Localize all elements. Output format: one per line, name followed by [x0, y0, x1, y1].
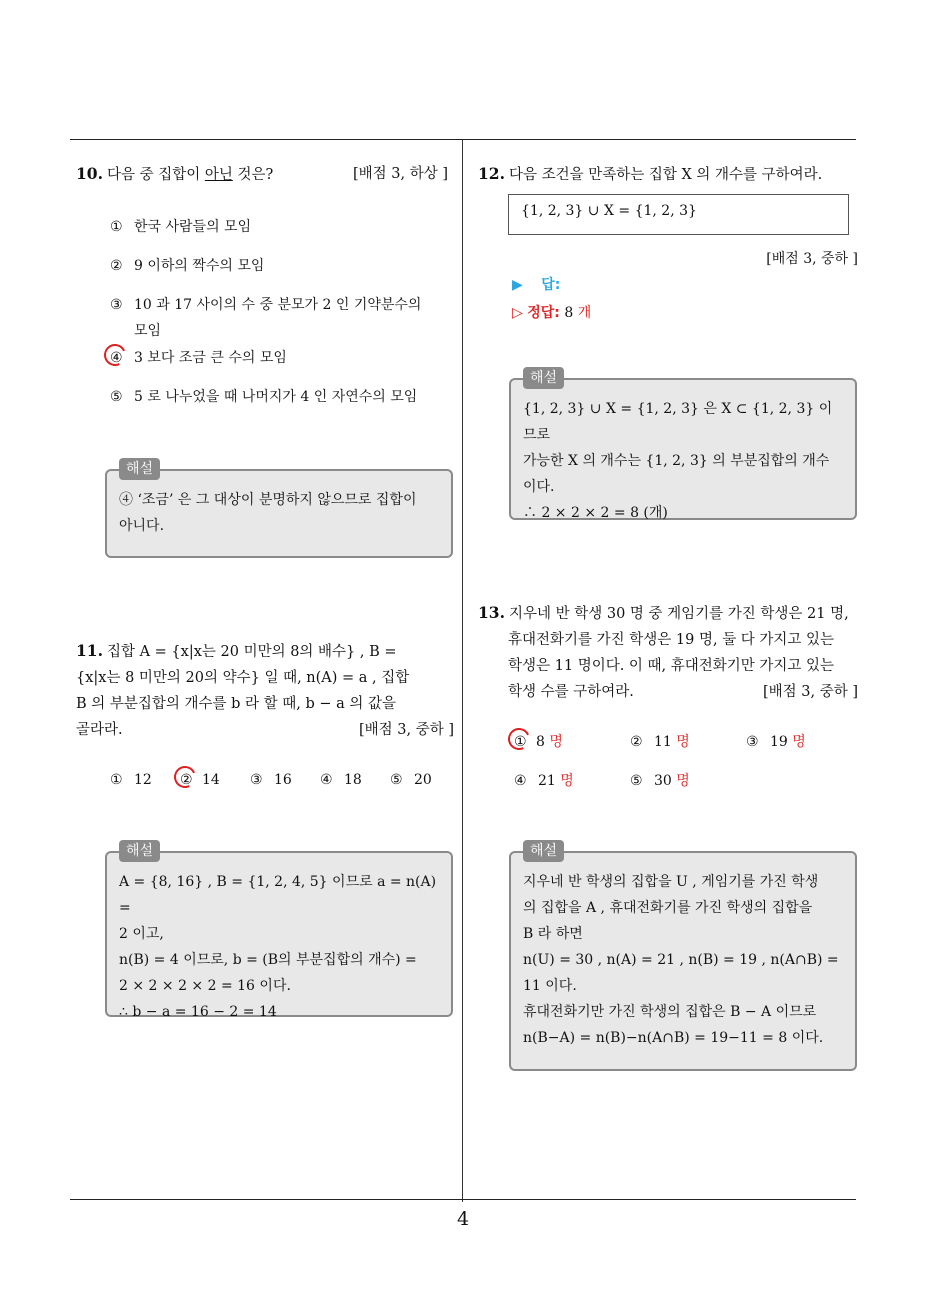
- q11-meta: [배점 3, 중하 ]: [358, 722, 454, 738]
- q10-title: 10. 다음 중 집합이 아닌 것은? [배점 3, 하상 ]: [76, 161, 448, 188]
- explanation-tag: 해설: [119, 458, 160, 480]
- q12-correct-answer: ▷ 정답: 8 개: [512, 305, 592, 321]
- q10-option-3[interactable]: ③ 10 과 17 사이의 수 중 분모가 2 인 기약분수의 모임: [110, 297, 422, 339]
- q13-option-4[interactable]: ④ 21 명: [514, 773, 574, 789]
- top-rule: [70, 139, 856, 140]
- q13-title: 13. 지우네 반 학생 30 명 중 게임기를 가진 학생은 21 명, 휴대전화기를 가진 학생은 19 명, 둘 다 가지고 있는 학생은 11 명이다. 이 때, 휴대전화기만 가지고 있는 학생 수를 구하여라. [배점 3, 중하 ]: [478, 600, 858, 705]
- q12-explanation-box: 해설 {1, 2, 3} ∪ X = {1, 2, 3} 은 X ⊂ {1, 2, 3} 이므로 가능한 X 의 개수는 {1, 2, 3} 의 부분집합의 개수 이다. ∴ 2 × 2 × 2 = 8 (개): [509, 378, 857, 520]
- explanation-tag: 해설: [523, 367, 564, 389]
- q12-meta: [배점 3, 중하 ]: [766, 251, 858, 267]
- q10-option-5[interactable]: ⑤ 5 로 나누었을 때 나머지가 4 인 자연수의 모임: [110, 389, 418, 405]
- explanation-tag: 해설: [523, 840, 564, 862]
- q10-option-1[interactable]: ① 한국 사람들의 모임: [110, 219, 252, 235]
- bottom-rule: [70, 1199, 856, 1200]
- q13-option-1[interactable]: ① 8 명: [514, 729, 563, 755]
- q11-explanation-box: 해설 A = {8, 16} , B = {1, 2, 4, 5} 이므로 a = n(A) = 2 이고, n(B) = 4 이므로, b = (B의 부분집합의 개수) = 2 × 2 × 2 × 2 = 16 이다. ∴ b − a = 16 − 2 = 14: [105, 851, 453, 1017]
- answer-mark-icon: [505, 725, 533, 753]
- q11-option-5[interactable]: ⑤ 20: [390, 772, 432, 788]
- q11-option-3[interactable]: ③ 16: [250, 772, 292, 788]
- outline-arrow-icon: ▷: [512, 305, 523, 321]
- q13-option-3[interactable]: ③ 19 명: [746, 734, 806, 750]
- explanation-tag: 해설: [119, 840, 160, 862]
- q12-answer-row: ▶ 답:: [512, 277, 561, 293]
- q13-option-5[interactable]: ⑤ 30 명: [630, 773, 690, 789]
- q12-number: 12.: [478, 164, 505, 183]
- q10-underlined-word: 아닌: [204, 167, 233, 183]
- answer-mark-icon: [101, 341, 129, 369]
- answer-mark-icon: [171, 763, 199, 791]
- q11-number: 11.: [76, 641, 103, 660]
- q13-number: 13.: [478, 603, 505, 622]
- q11-option-1[interactable]: ① 12: [110, 772, 152, 788]
- q10-explanation-box: 해설 ④ ‘조금’ 은 그 대상이 분명하지 않으므로 집합이 아니다.: [105, 469, 453, 558]
- q10-option-4[interactable]: ④ 3 보다 조금 큰 수의 모임: [110, 345, 287, 371]
- play-arrow-icon: ▶: [512, 277, 523, 293]
- q10-number: 10.: [76, 164, 103, 183]
- q13-option-2[interactable]: ② 11 명: [630, 734, 690, 750]
- q13-meta: [배점 3, 중하 ]: [762, 684, 858, 700]
- q10-meta: [배점 3, 하상 ]: [352, 166, 448, 182]
- q11-title: 11. 집합 A = {x|x는 20 미만의 8의 배수} , B = {x|x는 8 미만의 20의 약수} 일 때, n(A) = a , 집합 B 의 부분집합의 개수를 b 라 할 때, b − a 의 값을 골라라. [배점 3, 중하 ]: [76, 638, 454, 743]
- q10-option-2[interactable]: ② 9 이하의 짝수의 모임: [110, 258, 265, 274]
- q12-condition-box: {1, 2, 3} ∪ X = {1, 2, 3}: [508, 194, 849, 235]
- q13-explanation-box: 해설 지우네 반 학생의 집합을 U , 게임기를 가진 학생 의 집합을 A , 휴대전화기를 가진 학생의 집합을 B 라 하면 n(U) = 30 , n(A) = 21 , n(B) = 19 , n(A∩B) = 11 이다. 휴대전화기만 가진 학생의 집합은 B − A 이므로 n(B−A) = n(B)−n(A∩B) = 19−11 = 8 이다.: [509, 851, 857, 1071]
- page-number: 4: [456, 1208, 470, 1230]
- column-divider: [462, 140, 463, 1202]
- q11-option-2[interactable]: ② 14: [180, 767, 220, 793]
- q11-option-4[interactable]: ④ 18: [320, 772, 362, 788]
- q12-title: 12. 다음 조건을 만족하는 집합 X 의 개수를 구하여라.: [478, 164, 823, 183]
